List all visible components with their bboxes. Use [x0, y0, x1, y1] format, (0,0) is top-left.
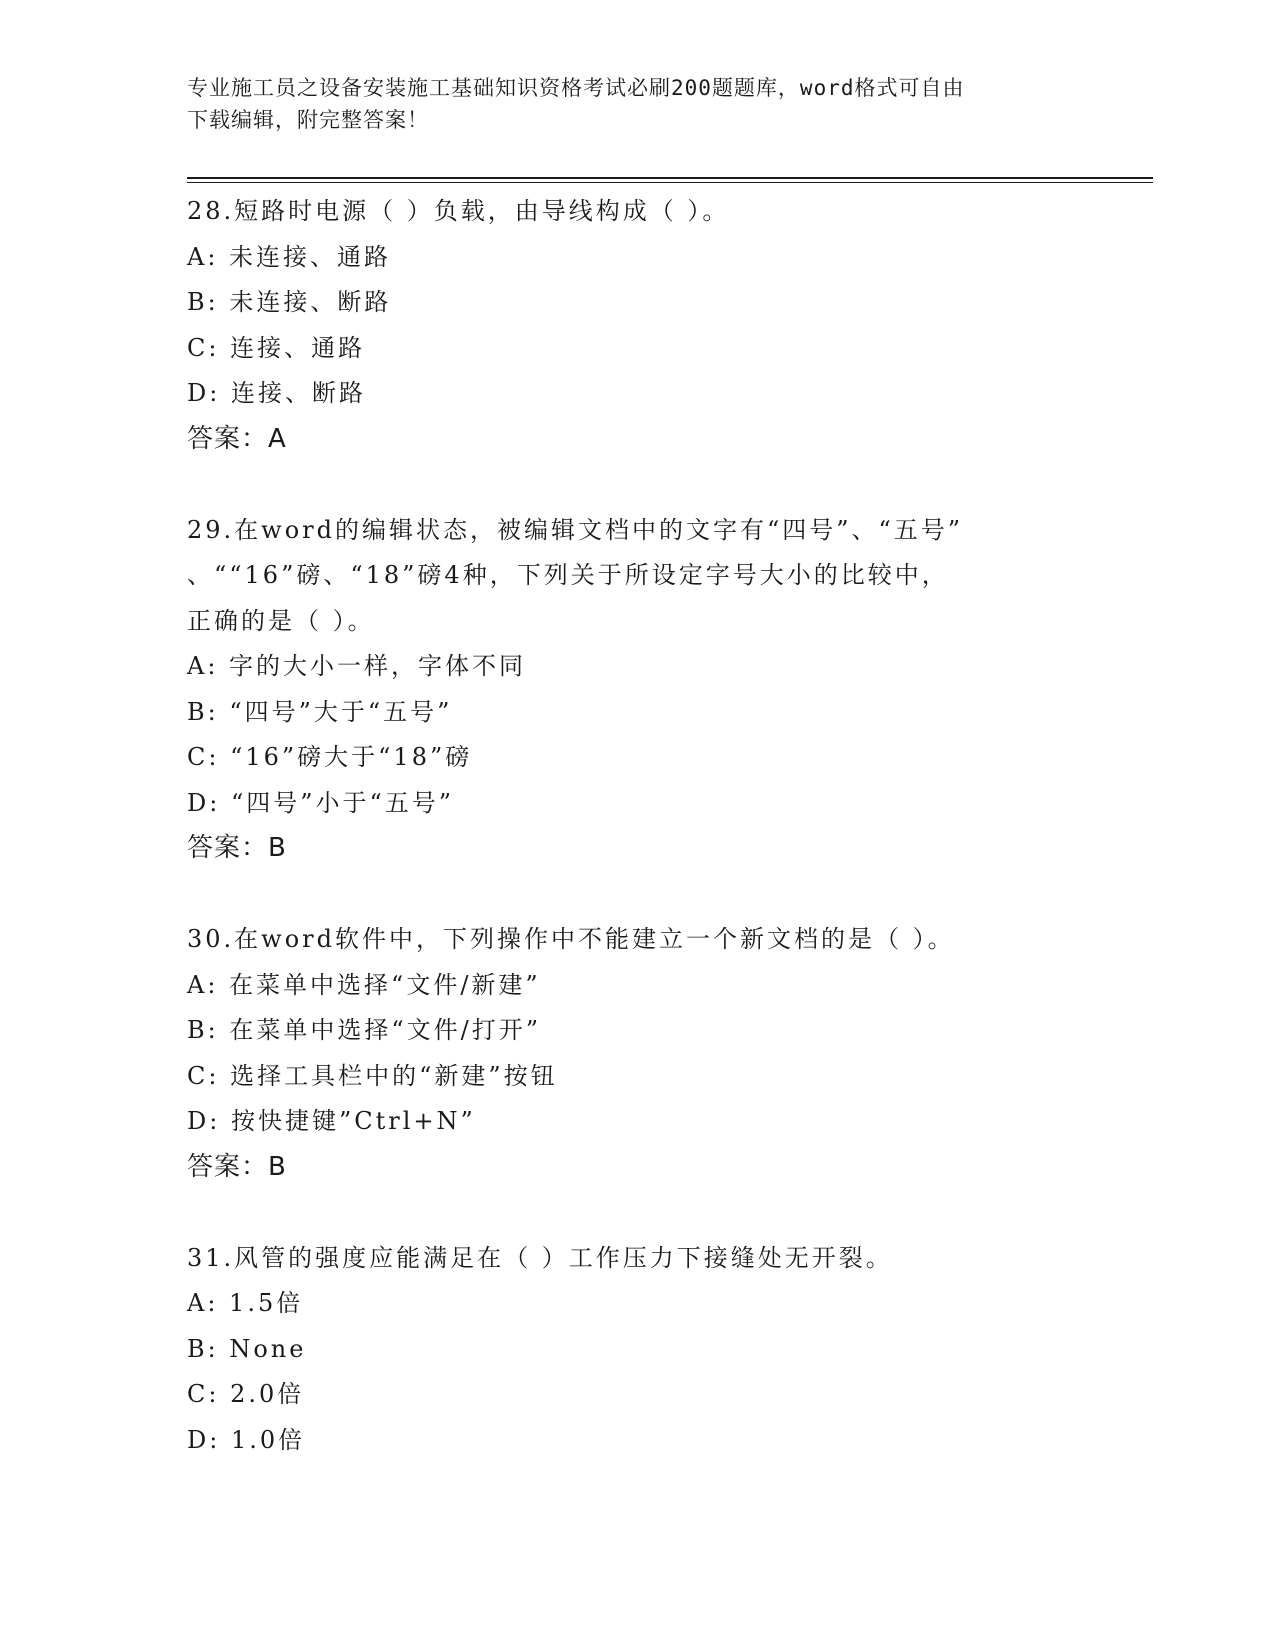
header-title-line-1: 专业施工员之设备安装施工基础知识资格考试必刷200题题库，word格式可自由: [187, 76, 965, 100]
answer-label: 答案：B: [187, 833, 287, 863]
question-stem-line-1: 29.在word的编辑状态，被编辑文档中的文字有“四号”、“五号”: [187, 515, 964, 544]
option-d: D: “四号”小于“五号”: [187, 788, 455, 817]
question-spacer: [187, 462, 1067, 508]
option-b: B: “四号”大于“五号”: [187, 697, 453, 726]
question-stem: 28.短路时电源（ ）负载，由导线构成（ ）。: [187, 197, 730, 225]
option-c: C: 连接、通路: [187, 333, 366, 362]
header-divider-thick: [187, 177, 1153, 179]
question-30: [187, 917, 1067, 1190]
option-c: C: 2.0倍: [187, 1380, 305, 1408]
option-a: A: 字的大小一样，字体不同: [187, 652, 527, 680]
question-spacer: [187, 872, 1067, 918]
option-d: D: 1.0倍: [187, 1425, 306, 1454]
option-a: A: 未连接、通路: [187, 242, 392, 271]
document-header: [187, 72, 1067, 136]
question-list: [187, 189, 1067, 1463]
option-b: B: 在菜单中选择“文件/打开”: [187, 1016, 541, 1044]
question-spacer: [187, 1190, 1067, 1236]
question-stem: 30.在word软件中，下列操作中不能建立一个新文档的是（ ）。: [187, 925, 955, 953]
option-a: A: 1.5倍: [187, 1289, 304, 1317]
question-31: [187, 1236, 1067, 1464]
header-divider-thin: [187, 182, 1153, 183]
answer-label: 答案：A: [187, 423, 287, 454]
question-stem: 31.风管的强度应能满足在（ ）工作压力下接缝处无开裂。: [187, 1243, 893, 1272]
option-c: C: “16”磅大于“18”磅: [187, 743, 473, 771]
option-c: C: 选择工具栏中的“新建”按钮: [187, 1061, 558, 1090]
answer-label: 答案：B: [187, 1151, 287, 1182]
option-b: B: 未连接、断路: [187, 288, 392, 316]
question-29: [187, 508, 1067, 872]
option-d: D: 连接、断路: [187, 379, 366, 407]
option-a: A: 在菜单中选择“文件/新建”: [187, 970, 541, 999]
question-stem-line-2: 、““16”磅、“18”磅4种，下列关于所设定字号大小的比较中，: [187, 561, 949, 589]
question-28: [187, 189, 1067, 462]
option-b: B: None: [187, 1334, 307, 1363]
option-d: D: 按快捷键”Ctrl+N”: [187, 1107, 476, 1135]
question-stem-line-3: 正确的是（ ）。: [187, 606, 375, 635]
header-title-line-2: 下载编辑，附完整答案！: [187, 108, 429, 132]
